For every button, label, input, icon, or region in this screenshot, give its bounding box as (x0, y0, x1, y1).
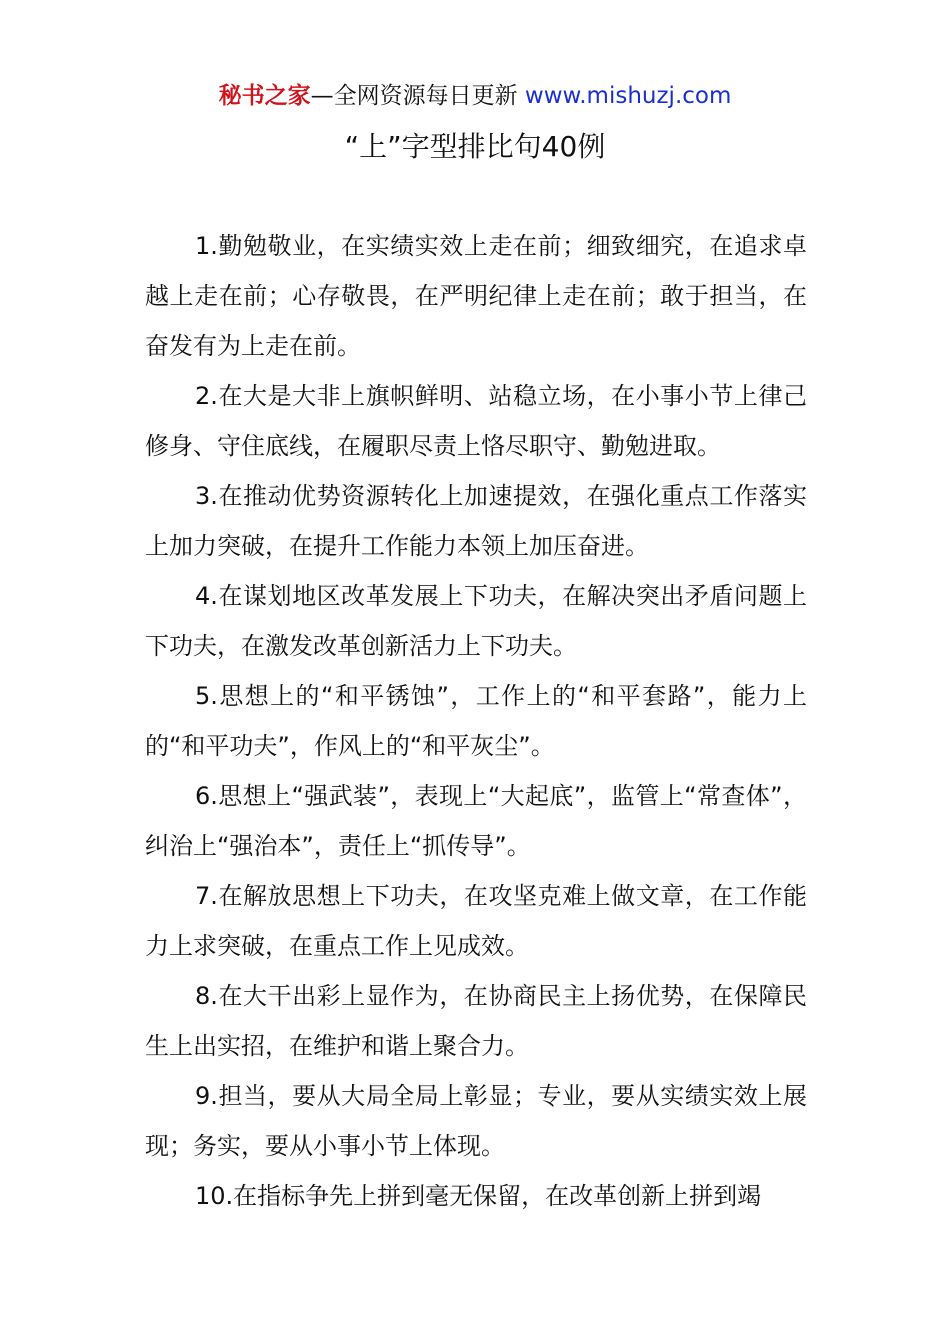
paragraph-6: 6.思想上“强武装”，表现上“大起底”，监管上“常查体”，纠治上“强治本”，责任上“抓传导”。 (145, 782, 807, 860)
brand-name: 秘书之家 (218, 83, 311, 109)
paragraph-7: 7.在解放思想上下功夫，在攻坚克难上做文章，在工作能力上求突破，在重点工作上见成效。 (145, 882, 807, 960)
paragraph-10: 10.在指标争先上拼到毫无保留，在改革创新上拼到竭 (195, 1182, 762, 1210)
site-url[interactable]: www.mishuzj.com (524, 83, 732, 109)
header-tagline: —全网资源每日更新 (310, 83, 518, 109)
paragraph-9: 9.担当，要从大局全局上彰显；专业，要从实绩实效上展现；务实，要从小事小节上体现。 (145, 1082, 807, 1160)
document-body (145, 221, 807, 1221)
paragraph-2: 2.在大是大非上旗帜鲜明、站稳立场，在小事小节上律己修身、守住底线，在履职尽责上恪尽职守、勤勉进取。 (145, 382, 807, 460)
paragraph-5: 5.思想上的“和平锈蚀”，工作上的“和平套路”，能力上的“和平功夫”，作风上的“和平灰尘”。 (145, 682, 807, 760)
paragraph-3: 3.在推动优势资源转化上加速提效，在强化重点工作落实上加力突破，在提升工作能力本领上加压奋进。 (145, 482, 807, 560)
site-header (0, 80, 950, 112)
paragraph-4: 4.在谋划地区改革发展上下功夫，在解决突出矛盾问题上下功夫，在激发改革创新活力上下功夫。 (145, 582, 807, 660)
paragraph-8: 8.在大干出彩上显作为，在协商民主上扬优势，在保障民生上出实招，在维护和谐上聚合力。 (145, 982, 807, 1060)
document-title: “上”字型排比句40例 (344, 130, 606, 163)
paragraph-1: 1.勤勉敬业，在实绩实效上走在前；细致细究，在追求卓越上走在前；心存敬畏，在严明纪律上走在前；敢于担当，在奋发有为上走在前。 (145, 232, 807, 360)
